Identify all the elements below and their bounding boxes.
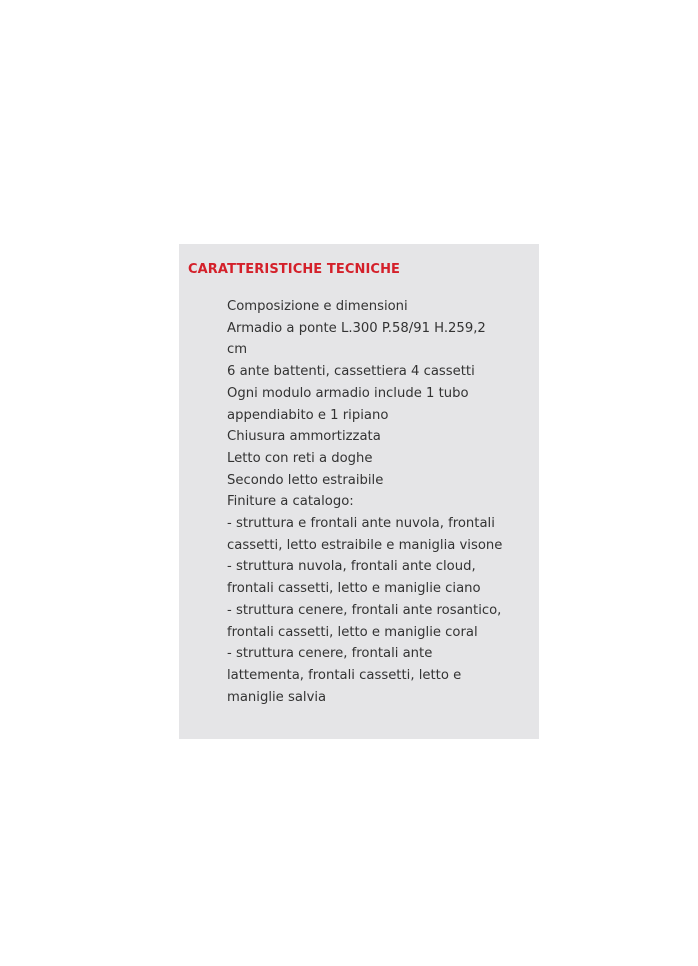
spec-line: Finiture a catalogo:	[227, 494, 354, 510]
spec-line: frontali cassetti, letto e maniglie coral	[227, 624, 478, 640]
spec-line: maniglie salvia	[227, 689, 327, 705]
spec-line: - struttura cenere, frontali ante rosantico,	[227, 602, 502, 618]
spec-line: Chiusura ammortizzata	[227, 429, 381, 445]
spec-line: Secondo letto estraibile	[227, 472, 384, 488]
specs-heading: CARATTERISTICHE TECNICHE	[188, 262, 401, 277]
technical-specs-panel	[179, 244, 539, 739]
spec-line: Composizione e dimensioni	[227, 299, 408, 314]
spec-line: cm	[227, 342, 248, 358]
spec-line: - struttura cenere, frontali ante	[227, 646, 433, 662]
spec-line: - struttura e frontali ante nuvola, frontali	[227, 516, 495, 532]
spec-line: lattementa, frontali cassetti, letto e	[227, 667, 462, 683]
spec-line: Ogni modulo armadio include 1 tubo	[227, 385, 469, 401]
spec-line: Armadio a ponte L.300 P.58/91 H.259,2	[227, 320, 486, 336]
spec-line: cassetti, letto estraibile e maniglia visone	[227, 537, 503, 553]
spec-line: 6 ante battenti, cassettiera 4 cassetti	[227, 364, 475, 380]
spec-line: appendiabito e 1 ripiano	[227, 407, 389, 423]
specs-list	[227, 296, 531, 708]
spec-line: Letto con reti a doghe	[227, 450, 373, 466]
spec-line: - struttura nuvola, frontali ante cloud,	[227, 559, 476, 575]
spec-line: frontali cassetti, letto e maniglie ciano	[227, 581, 481, 597]
